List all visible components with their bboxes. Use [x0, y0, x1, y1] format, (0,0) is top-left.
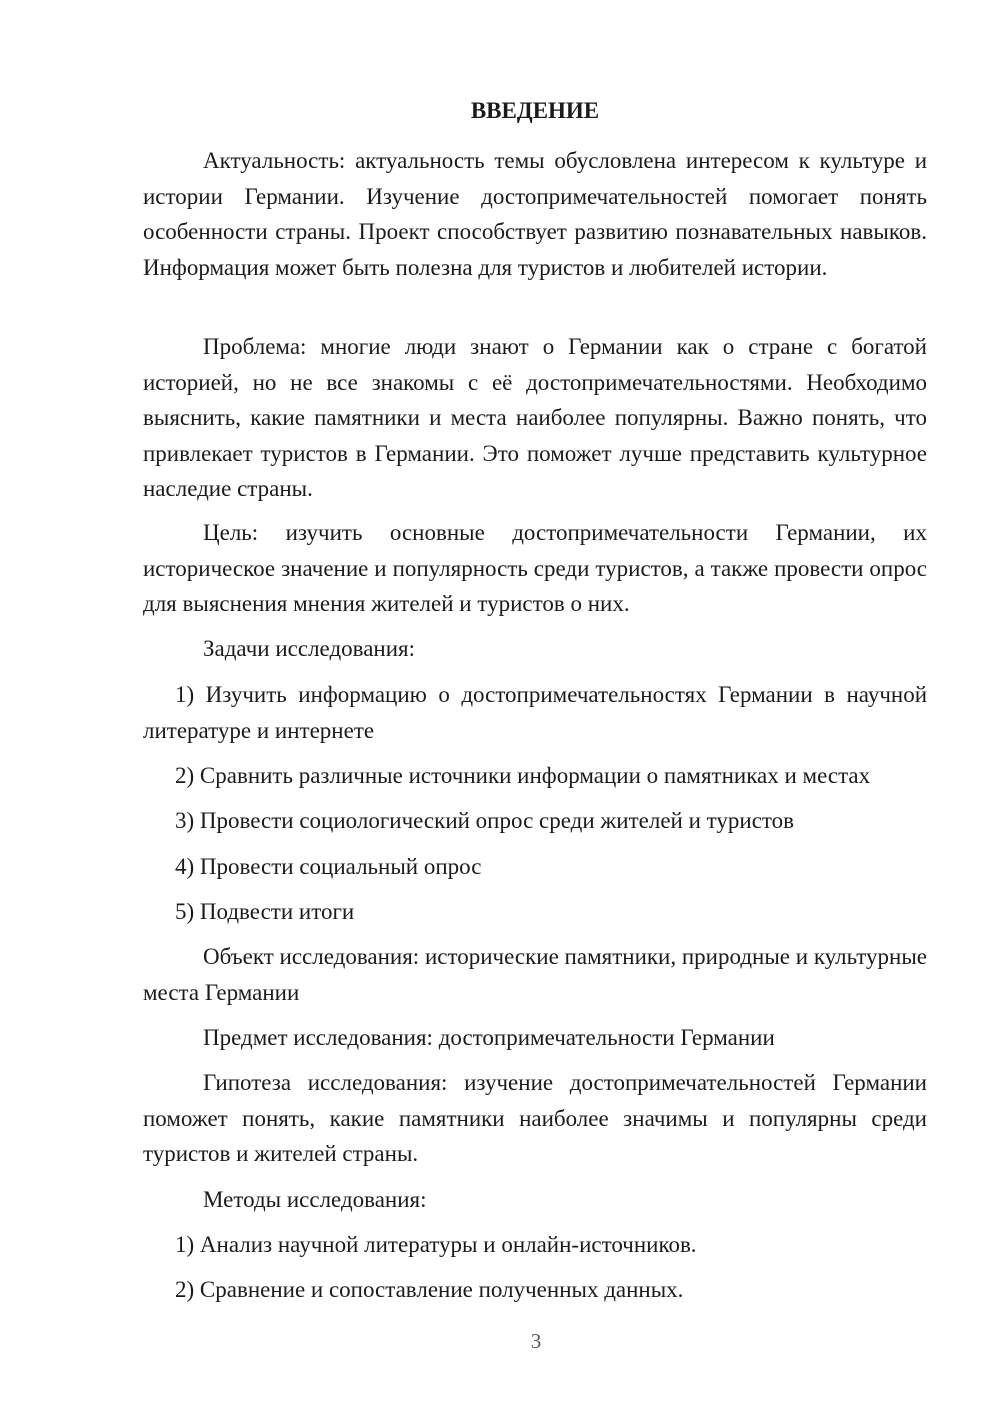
task-item-2: 2) Сравнить различные источники информации о памятниках и местах	[175, 763, 871, 788]
section-heading: ВВЕДЕНИЕ	[470, 98, 600, 123]
paragraph-problem: Проблема: многие люди знают о Германии как о стране с богатой историей, но не все знакомы с её достопримечательностями. Необходимо выяснить, какие памятники и места наиболее популярны. Важно понять, что привлекает туристов в Германии. Это поможет лучше представить культурное наследие страны.	[143, 334, 927, 501]
paragraph-relevance: Актуальность: актуальность темы обусловлена интересом к культуре и истории Германии. Изучение достопримечательностей помогает понять особенности страны. Проект способствует развитию познавательных навыков. Информация может быть полезна для туристов и любителей истории.	[143, 148, 927, 280]
method-item-2: 2) Сравнение и сопоставление полученных данных.	[175, 1277, 684, 1302]
task-item-1: 1) Изучить информацию о достопримечательностях Германии в научной литературе и интернете	[143, 682, 927, 743]
paragraph-goal: Цель: изучить основные достопримечательности Германии, их историческое значение и популярность среди туристов, а также провести опрос для выяснения мнения жителей и туристов о них.	[143, 520, 927, 616]
paragraph-subject: Предмет исследования: достопримечательности Германии	[203, 1025, 775, 1050]
task-item-4: 4) Провести социальный опрос	[175, 854, 482, 879]
paragraph-hypothesis: Гипотеза исследования: изучение достопримечательностей Германии поможет понять, какие памятники наиболее значимы и популярны среди туристов и жителей страны.	[143, 1070, 927, 1166]
page-number: 3	[530, 1329, 542, 1353]
method-item-1: 1) Анализ научной литературы и онлайн-источников.	[175, 1232, 697, 1257]
task-item-3: 3) Провести социологический опрос среди жителей и туристов	[175, 808, 795, 833]
methods-title: Методы исследования:	[203, 1187, 427, 1212]
paragraph-object: Объект исследования: исторические памятники, природные и культурные места Германии	[143, 944, 927, 1005]
tasks-title: Задачи исследования:	[203, 636, 416, 661]
task-item-5: 5) Подвести итоги	[175, 899, 355, 924]
